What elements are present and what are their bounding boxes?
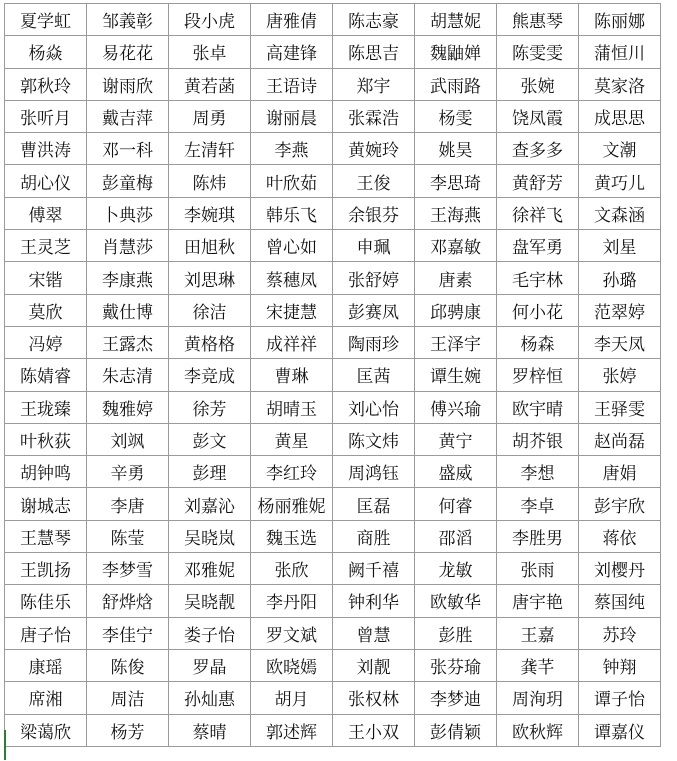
grid-cell[interactable]: 陈佳乐	[5, 585, 87, 617]
grid-cell[interactable]: 张权林	[333, 682, 415, 714]
grid-cell[interactable]: 欧秋辉	[497, 714, 579, 746]
grid-cell[interactable]: 蒋依	[579, 520, 661, 552]
grid-cell[interactable]: 王俊	[333, 165, 415, 197]
grid-cell[interactable]: 唐娟	[579, 456, 661, 488]
grid-cell[interactable]: 李梦迪	[415, 682, 497, 714]
grid-cell[interactable]: 曾慧	[333, 617, 415, 649]
table-row	[5, 456, 661, 488]
grid-cell[interactable]: 徐芳	[169, 391, 251, 423]
grid-cell[interactable]: 郭秋玲	[5, 68, 87, 100]
grid-cell[interactable]: 胡晴玉	[251, 391, 333, 423]
grid-cell[interactable]: 黄舒芳	[497, 165, 579, 197]
grid-cell[interactable]: 杨森	[497, 326, 579, 358]
grid-cell[interactable]: 徐洁	[169, 294, 251, 326]
grid-cell[interactable]: 邵滔	[415, 520, 497, 552]
grid-cell[interactable]: 孙灿惠	[169, 682, 251, 714]
grid-cell[interactable]: 商胜	[333, 520, 415, 552]
grid-cell[interactable]: 唐素	[415, 262, 497, 294]
grid-cell[interactable]: 傅翠	[5, 197, 87, 229]
table-row	[5, 4, 661, 36]
grid-cell[interactable]: 梁蔼欣	[5, 714, 87, 746]
grid-cell[interactable]: 张欣	[251, 553, 333, 585]
grid-cell[interactable]: 彭胜	[415, 617, 497, 649]
grid-cell[interactable]: 陈俊	[87, 649, 169, 681]
grid-cell[interactable]: 陈文炜	[333, 423, 415, 455]
grid-cell[interactable]: 邱骋康	[415, 294, 497, 326]
grid-cell[interactable]: 胡钟鸣	[5, 456, 87, 488]
grid-cell[interactable]: 郭述辉	[251, 714, 333, 746]
grid-cell[interactable]: 王驿雯	[579, 391, 661, 423]
grid-cell[interactable]: 武雨路	[415, 68, 497, 100]
grid-cell[interactable]: 曹琳	[251, 359, 333, 391]
grid-cell[interactable]: 罗梓恒	[497, 359, 579, 391]
grid-cell[interactable]: 谭子怡	[579, 682, 661, 714]
table-row	[5, 391, 661, 423]
grid-cell[interactable]: 张婷	[579, 359, 661, 391]
grid-cell[interactable]: 申珮	[333, 230, 415, 262]
grid-cell[interactable]: 陶雨珍	[333, 326, 415, 358]
grid-cell[interactable]: 谭嘉仪	[579, 714, 661, 746]
grid-cell[interactable]: 刘心怡	[333, 391, 415, 423]
grid-cell[interactable]: 邓雅妮	[169, 553, 251, 585]
grid-cell[interactable]: 欧敏华	[415, 585, 497, 617]
grid-cell[interactable]: 傅兴瑜	[415, 391, 497, 423]
grid-cell[interactable]: 熊惠琴	[497, 4, 579, 36]
grid-cell[interactable]: 陈莹	[87, 520, 169, 552]
grid-cell[interactable]: 阙千禧	[333, 553, 415, 585]
grid-cell[interactable]: 莫欣	[5, 294, 87, 326]
grid-cell[interactable]: 高建锋	[251, 36, 333, 68]
grid-cell[interactable]: 王珑臻	[5, 391, 87, 423]
grid-cell[interactable]: 娄子怡	[169, 617, 251, 649]
grid-cell[interactable]: 吴晓岚	[169, 520, 251, 552]
grid-cell[interactable]: 范翠婷	[579, 294, 661, 326]
grid-cell[interactable]: 李红玲	[251, 456, 333, 488]
grid-cell[interactable]: 孙璐	[579, 262, 661, 294]
grid-cell[interactable]: 欧宇晴	[497, 391, 579, 423]
grid-cell[interactable]: 李佳宁	[87, 617, 169, 649]
grid-cell[interactable]: 王凯扬	[5, 553, 87, 585]
table-row	[5, 100, 661, 132]
grid-cell[interactable]: 胡月	[251, 682, 333, 714]
grid-cell[interactable]: 辛勇	[87, 456, 169, 488]
grid-cell[interactable]: 叶秋荻	[5, 423, 87, 455]
grid-cell[interactable]: 彭赛凤	[333, 294, 415, 326]
grid-cell[interactable]: 张芬瑜	[415, 649, 497, 681]
grid-cell[interactable]: 唐子怡	[5, 617, 87, 649]
grid-cell[interactable]: 李康燕	[87, 262, 169, 294]
grid-cell[interactable]: 王海燕	[415, 197, 497, 229]
grid-cell[interactable]: 周洵玥	[497, 682, 579, 714]
table-row	[5, 68, 661, 100]
grid-cell[interactable]: 王泽宇	[415, 326, 497, 358]
grid-cell[interactable]: 魏玉选	[251, 520, 333, 552]
grid-cell[interactable]: 韩乐飞	[251, 197, 333, 229]
grid-cell[interactable]: 左清轩	[169, 133, 251, 165]
grid-cell[interactable]: 姚昊	[415, 133, 497, 165]
grid-cell[interactable]: 李卓	[497, 488, 579, 520]
grid-cell[interactable]: 彭宇欣	[579, 488, 661, 520]
grid-cell[interactable]: 何小花	[497, 294, 579, 326]
grid-cell[interactable]: 黄婉玲	[333, 133, 415, 165]
grid-cell[interactable]: 肖慧莎	[87, 230, 169, 262]
table-row	[5, 488, 661, 520]
grid-cell[interactable]: 叶欣茹	[251, 165, 333, 197]
grid-cell[interactable]: 盛威	[415, 456, 497, 488]
grid-cell[interactable]: 李梦雪	[87, 553, 169, 585]
grid-cell[interactable]: 陈丽娜	[579, 4, 661, 36]
table-row	[5, 326, 661, 358]
grid-cell[interactable]: 彭倩颖	[415, 714, 497, 746]
table-row	[5, 197, 661, 229]
grid-cell[interactable]: 欧晓嫣	[251, 649, 333, 681]
grid-cell[interactable]: 罗文斌	[251, 617, 333, 649]
grid-cell[interactable]: 匡磊	[333, 488, 415, 520]
grid-cell[interactable]: 周洁	[87, 682, 169, 714]
grid-cell[interactable]: 戴吉萍	[87, 100, 169, 132]
grid-cell[interactable]: 刘星	[579, 230, 661, 262]
grid-cell[interactable]: 胡心仪	[5, 165, 87, 197]
grid-cell[interactable]: 谢雨欣	[87, 68, 169, 100]
table-row	[5, 36, 661, 68]
grid-cell[interactable]: 何睿	[415, 488, 497, 520]
grid-cell[interactable]: 张婉	[497, 68, 579, 100]
grid-cell[interactable]: 陈炜	[169, 165, 251, 197]
grid-cell[interactable]: 冯婷	[5, 326, 87, 358]
grid-cell[interactable]: 郑宇	[333, 68, 415, 100]
grid-cell[interactable]: 宋捷慧	[251, 294, 333, 326]
table-row	[5, 359, 661, 391]
grid-cell[interactable]: 唐雅倩	[251, 4, 333, 36]
grid-cell[interactable]: 吴晓靓	[169, 585, 251, 617]
grid-cell[interactable]: 刘靓	[333, 649, 415, 681]
grid-cell[interactable]: 张舒婷	[333, 262, 415, 294]
grid-cell[interactable]: 匡茜	[333, 359, 415, 391]
grid-cell[interactable]: 罗晶	[169, 649, 251, 681]
grid-cell[interactable]: 刘飒	[87, 423, 169, 455]
grid-cell[interactable]: 黄星	[251, 423, 333, 455]
grid-cell[interactable]: 王嘉	[497, 617, 579, 649]
grid-cell[interactable]: 李唐	[87, 488, 169, 520]
grid-cell[interactable]: 陈志豪	[333, 4, 415, 36]
grid-cell[interactable]: 黄巧儿	[579, 165, 661, 197]
grid-cell[interactable]: 彭童梅	[87, 165, 169, 197]
grid-cell[interactable]: 朱志清	[87, 359, 169, 391]
grid-cell[interactable]: 曹洪涛	[5, 133, 87, 165]
grid-cell[interactable]: 邓一科	[87, 133, 169, 165]
table-row	[5, 294, 661, 326]
grid-cell[interactable]: 易花花	[87, 36, 169, 68]
grid-cell[interactable]: 魏雅婷	[87, 391, 169, 423]
grid-cell[interactable]: 邹義彰	[87, 4, 169, 36]
grid-cell[interactable]: 杨芳	[87, 714, 169, 746]
grid-cell[interactable]: 黄若菡	[169, 68, 251, 100]
grid-cell[interactable]: 李思琦	[415, 165, 497, 197]
table-row	[5, 585, 661, 617]
grid-cell[interactable]: 王小双	[333, 714, 415, 746]
table-row	[5, 714, 661, 746]
table-row	[5, 133, 661, 165]
grid-cell[interactable]: 文潮	[579, 133, 661, 165]
grid-cell[interactable]: 宋锴	[5, 262, 87, 294]
grid-cell[interactable]: 曾心如	[251, 230, 333, 262]
grid-cell[interactable]: 唐宇艳	[497, 585, 579, 617]
grid-cell[interactable]: 张雨	[497, 553, 579, 585]
grid-cell[interactable]: 谭生婉	[415, 359, 497, 391]
grid-cell[interactable]: 席湘	[5, 682, 87, 714]
grid-cell[interactable]: 刘嘉沁	[169, 488, 251, 520]
grid-cell[interactable]: 张听月	[5, 100, 87, 132]
grid-cell[interactable]: 李胜男	[497, 520, 579, 552]
grid-cell[interactable]: 文森涵	[579, 197, 661, 229]
grid-cell[interactable]: 黄格格	[169, 326, 251, 358]
grid-cell[interactable]: 蔡晴	[169, 714, 251, 746]
grid-cell[interactable]: 毛宇林	[497, 262, 579, 294]
grid-cell[interactable]: 舒烨焓	[87, 585, 169, 617]
grid-cell[interactable]: 段小虎	[169, 4, 251, 36]
grid-cell[interactable]: 苏玲	[579, 617, 661, 649]
grid-cell[interactable]: 刘思琳	[169, 262, 251, 294]
grid-cell[interactable]: 王语诗	[251, 68, 333, 100]
name-grid	[4, 3, 661, 747]
grid-cell[interactable]: 陈雯雯	[497, 36, 579, 68]
grid-cell[interactable]: 李天凤	[579, 326, 661, 358]
table-row	[5, 649, 661, 681]
grid-cell[interactable]: 李丹阳	[251, 585, 333, 617]
grid-cell[interactable]: 周鸿钰	[333, 456, 415, 488]
grid-cell[interactable]: 邓嘉敏	[415, 230, 497, 262]
grid-cell[interactable]: 李燕	[251, 133, 333, 165]
grid-cell[interactable]: 彭文	[169, 423, 251, 455]
grid-cell[interactable]: 杨雯	[415, 100, 497, 132]
grid-cell[interactable]: 张霖浩	[333, 100, 415, 132]
grid-cell[interactable]: 陈思吉	[333, 36, 415, 68]
grid-cell[interactable]: 蔡穗凤	[251, 262, 333, 294]
grid-cell[interactable]: 李婉琪	[169, 197, 251, 229]
grid-cell[interactable]: 杨丽雅妮	[251, 488, 333, 520]
grid-cell[interactable]: 龙敏	[415, 553, 497, 585]
table-row	[5, 520, 661, 552]
grid-cell[interactable]: 谢城志	[5, 488, 87, 520]
table-row	[5, 423, 661, 455]
grid-cell[interactable]: 成祥祥	[251, 326, 333, 358]
table-row	[5, 165, 661, 197]
grid-cell[interactable]: 陈婧睿	[5, 359, 87, 391]
grid-cell[interactable]: 彭理	[169, 456, 251, 488]
grid-cell[interactable]: 王露杰	[87, 326, 169, 358]
grid-cell[interactable]: 李想	[497, 456, 579, 488]
grid-cell[interactable]: 钟翔	[579, 649, 661, 681]
grid-cell[interactable]: 龚芊	[497, 649, 579, 681]
grid-cell[interactable]: 饶凤霞	[497, 100, 579, 132]
grid-cell[interactable]: 胡慧妮	[415, 4, 497, 36]
table-row	[5, 617, 661, 649]
grid-cell[interactable]: 魏鼬婵	[415, 36, 497, 68]
grid-cell[interactable]: 康瑶	[5, 649, 87, 681]
grid-cell[interactable]: 田旭秋	[169, 230, 251, 262]
grid-cell[interactable]: 蒲恒川	[579, 36, 661, 68]
grid-cell[interactable]: 钟利华	[333, 585, 415, 617]
grid-cell[interactable]: 杨焱	[5, 36, 87, 68]
grid-cell[interactable]: 蔡国纯	[579, 585, 661, 617]
table-row	[5, 682, 661, 714]
grid-cell[interactable]: 王灵芝	[5, 230, 87, 262]
grid-cell[interactable]: 黄宁	[415, 423, 497, 455]
grid-cell[interactable]: 查多多	[497, 133, 579, 165]
grid-cell[interactable]: 刘樱丹	[579, 553, 661, 585]
grid-cell[interactable]: 张卓	[169, 36, 251, 68]
grid-body	[5, 4, 661, 747]
grid-cell[interactable]: 莫家洛	[579, 68, 661, 100]
table-row	[5, 262, 661, 294]
grid-cell[interactable]: 成思思	[579, 100, 661, 132]
grid-cell[interactable]: 赵尚磊	[579, 423, 661, 455]
grid-cell[interactable]: 盘军勇	[497, 230, 579, 262]
grid-cell[interactable]: 卜典莎	[87, 197, 169, 229]
grid-cell[interactable]: 夏学虹	[5, 4, 87, 36]
active-cell-indicator	[4, 730, 6, 760]
grid-cell[interactable]: 胡芥银	[497, 423, 579, 455]
grid-cell[interactable]: 余银芬	[333, 197, 415, 229]
grid-cell[interactable]: 周勇	[169, 100, 251, 132]
grid-cell[interactable]: 李竞成	[169, 359, 251, 391]
table-row	[5, 230, 661, 262]
grid-cell[interactable]: 王慧琴	[5, 520, 87, 552]
table-row	[5, 553, 661, 585]
grid-cell[interactable]: 戴仕博	[87, 294, 169, 326]
grid-cell[interactable]: 谢丽晨	[251, 100, 333, 132]
grid-cell[interactable]: 徐祥飞	[497, 197, 579, 229]
